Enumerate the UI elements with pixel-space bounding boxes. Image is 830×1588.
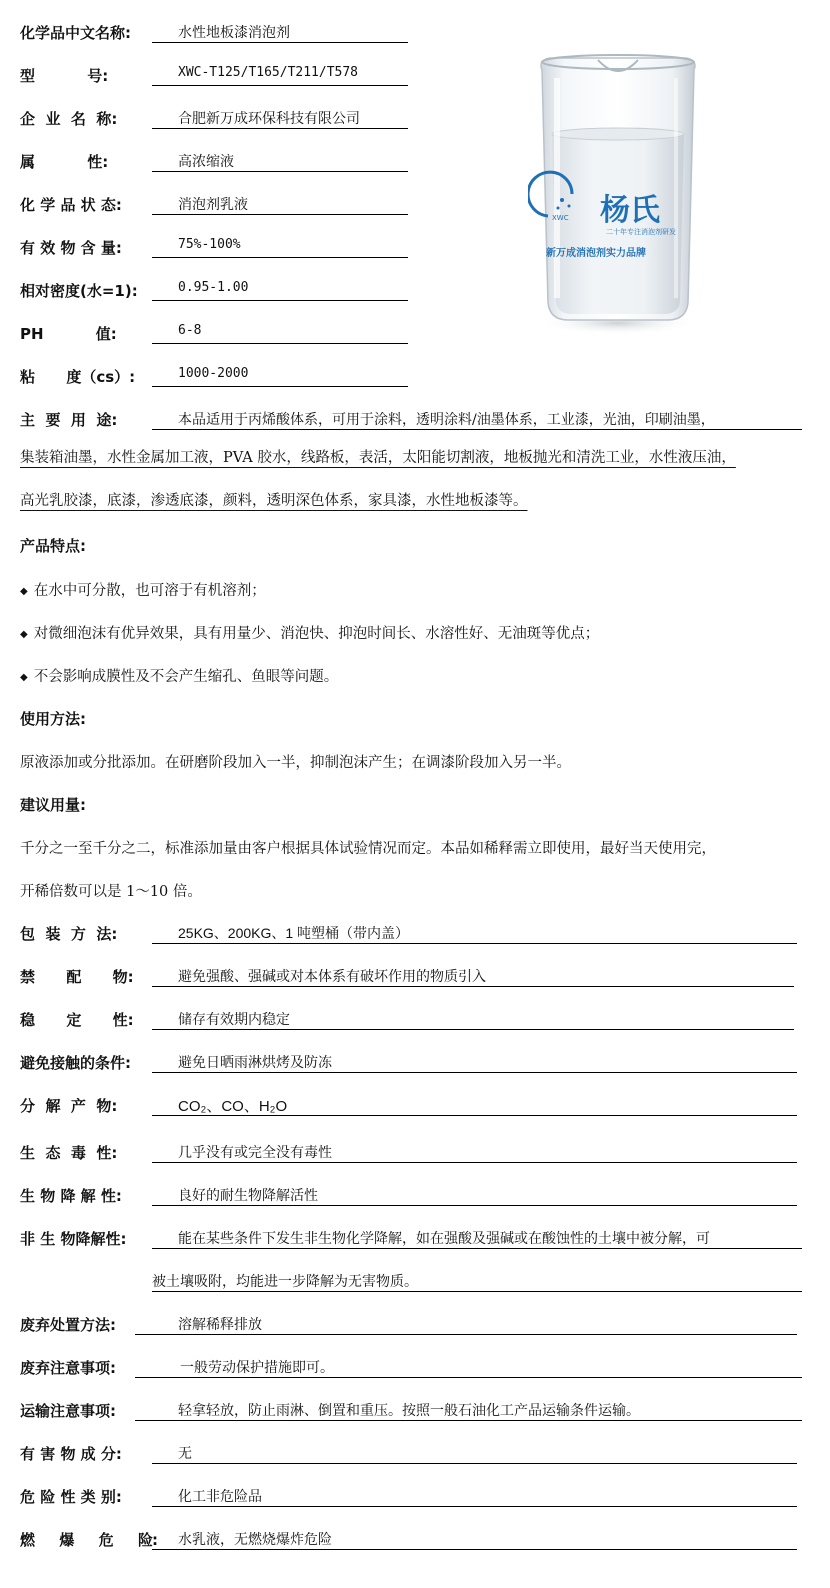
- usage-line: 高光乳胶漆，底漆，渗透底漆，颜料，透明深色体系，家具漆，水性地板漆等。: [20, 493, 528, 509]
- safety-row: [0, 1523, 830, 1553]
- spec-label: 属 性:: [20, 153, 109, 171]
- product-beaker-image: [528, 48, 708, 348]
- abiotic-line: 被土壤吸附，均能进一步降解为无害物质。: [152, 1271, 802, 1292]
- brand-tagline: 二十年专注消泡剂研发: [606, 228, 676, 236]
- abiotic-row: [0, 1222, 830, 1252]
- spec-value: 1000-2000: [152, 366, 408, 387]
- safety-label: 废弃注意事项:: [20, 1359, 116, 1377]
- safety-row: [0, 1437, 830, 1467]
- safety-row: [0, 1136, 830, 1166]
- spec-value: XWC-T125/T165/T211/T578: [152, 65, 408, 86]
- spec-label: 化学品中文名称:: [20, 24, 131, 42]
- safety-label: 废弃处置方法:: [20, 1316, 116, 1334]
- spec-value: 6-8: [152, 323, 408, 344]
- dosage-line: 千分之一至千分之二，标准添加量由客户根据具体试验情况而定。本品如稀释需立即使用，最好当天使用完，: [20, 841, 716, 857]
- safety-row: [0, 917, 830, 947]
- spec-row: [0, 16, 830, 46]
- brand-slogan: 新万成消泡剂实力品牌: [546, 248, 646, 259]
- abiotic-line: 能在某些条件下发生非生物化学降解，如在强酸及强碱或在酸蚀性的土壤中被分解，可: [152, 1228, 802, 1249]
- spec-value: 合肥新万成环保科技有限公司: [152, 108, 408, 129]
- spec-label: 企 业 名 称:: [20, 110, 118, 128]
- spec-label: 粘 度（cs）:: [20, 368, 136, 386]
- diamond-bullet-icon: ◆: [20, 629, 28, 640]
- features-heading: 产品特点:: [20, 537, 86, 555]
- safety-label: 运输注意事项:: [20, 1402, 116, 1420]
- safety-label: 稳 定 性:: [20, 1011, 134, 1029]
- safety-value: 无: [152, 1443, 797, 1464]
- method-text: 原液添加或分批添加。在研磨阶段加入一半，抑制泡沫产生；在调漆阶段加入另一半。: [20, 755, 571, 771]
- abiotic-label: 非 生 物降解性:: [20, 1230, 127, 1248]
- spec-label: 化 学 品 状 态:: [20, 196, 122, 214]
- safety-value: CO₂、CO、H₂O: [152, 1095, 797, 1116]
- spec-row: [0, 360, 830, 390]
- safety-value: 避免日晒雨淋烘烤及防冻: [152, 1052, 797, 1073]
- usage-line: 集装箱油墨，水性金属加工液，PVA 胶水，线路板，表活，太阳能切割液，地板抛光和清洗工业，水性液压油，: [20, 450, 736, 466]
- safety-row: [0, 960, 830, 990]
- brand-name: 杨氏: [600, 193, 660, 228]
- feature-item: ◆ 对微细泡沫有优异效果，具有用量少、消泡快、抑泡时间长、水溶性好、无油斑等优点；: [20, 626, 600, 642]
- safety-value: 几乎没有或完全没有毒性: [152, 1142, 797, 1163]
- dosage-heading: 建议用量:: [20, 796, 86, 814]
- spec-value: 消泡剂乳液: [152, 194, 408, 215]
- safety-row: [0, 1394, 830, 1424]
- brand-small-text: XWC: [552, 214, 569, 222]
- safety-label: 生 态 毒 性:: [20, 1144, 118, 1162]
- safety-value: 25KG、200KG、1 吨塑桶（带内盖）: [152, 923, 797, 944]
- dosage-line: 开稀倍数可以是 1～10 倍。: [20, 884, 202, 900]
- safety-label: 包 装 方 法:: [20, 925, 118, 943]
- safety-label: 分 解 产 物:: [20, 1097, 118, 1115]
- diamond-bullet-icon: ◆: [20, 672, 28, 683]
- safety-value: 轻拿轻放，防止雨淋、倒置和重压。按照一般石油化工产品运输条件运输。: [135, 1400, 802, 1421]
- spec-value: 高浓缩液: [152, 151, 408, 172]
- spec-value: 75%-100%: [152, 237, 408, 258]
- safety-row: [0, 1480, 830, 1510]
- safety-row: [0, 1046, 830, 1076]
- safety-label: 禁 配 物:: [20, 968, 134, 986]
- safety-label: 危 险 性 类 别:: [20, 1488, 122, 1506]
- safety-row: [0, 1351, 830, 1381]
- safety-value: 化工非危险品: [152, 1486, 797, 1507]
- diamond-bullet-icon: ◆: [20, 586, 28, 597]
- usage-line: 本品适用于丙烯酸体系，可用于涂料，透明涂料/油墨体系，工业漆，光油，印刷油墨，: [152, 409, 802, 430]
- feature-item: ◆ 不会影响成膜性及不会产生缩孔、鱼眼等问题。: [20, 669, 339, 685]
- safety-value: 良好的耐生物降解活性: [152, 1185, 797, 1206]
- safety-value: 避免强酸、强碱或对本体系有破坏作用的物质引入: [152, 966, 794, 987]
- safety-row: [0, 1308, 830, 1338]
- safety-row: [0, 1179, 830, 1209]
- feature-item: ◆ 在水中可分散，也可溶于有机溶剂；: [20, 583, 266, 599]
- spec-value: 0.95-1.00: [152, 280, 408, 301]
- safety-label: 燃 爆 危 险:: [20, 1531, 157, 1549]
- abiotic-row: [0, 1265, 830, 1295]
- spec-label: 相对密度(水=1):: [20, 282, 138, 300]
- safety-row: [0, 1089, 830, 1119]
- spec-label: 有 效 物 含 量:: [20, 239, 122, 257]
- method-heading: 使用方法:: [20, 710, 86, 728]
- safety-row: [0, 1003, 830, 1033]
- usage-label: 主 要 用 途:: [20, 411, 118, 429]
- safety-label: 避免接触的条件:: [20, 1054, 131, 1072]
- safety-value: 水乳液，无燃烧爆炸危险: [152, 1529, 797, 1550]
- spec-label: PH 值:: [20, 325, 117, 343]
- safety-value: 溶解稀释排放: [135, 1314, 797, 1335]
- safety-label: 生 物 降 解 性:: [20, 1187, 122, 1205]
- safety-label: 有 害 物 成 分:: [20, 1445, 122, 1463]
- spec-label: 型 号:: [20, 67, 109, 85]
- spec-value: 水性地板漆消泡剂: [152, 22, 408, 43]
- safety-value: 一般劳动保护措施即可。: [135, 1357, 802, 1378]
- safety-value: 储存有效期内稳定: [152, 1009, 794, 1030]
